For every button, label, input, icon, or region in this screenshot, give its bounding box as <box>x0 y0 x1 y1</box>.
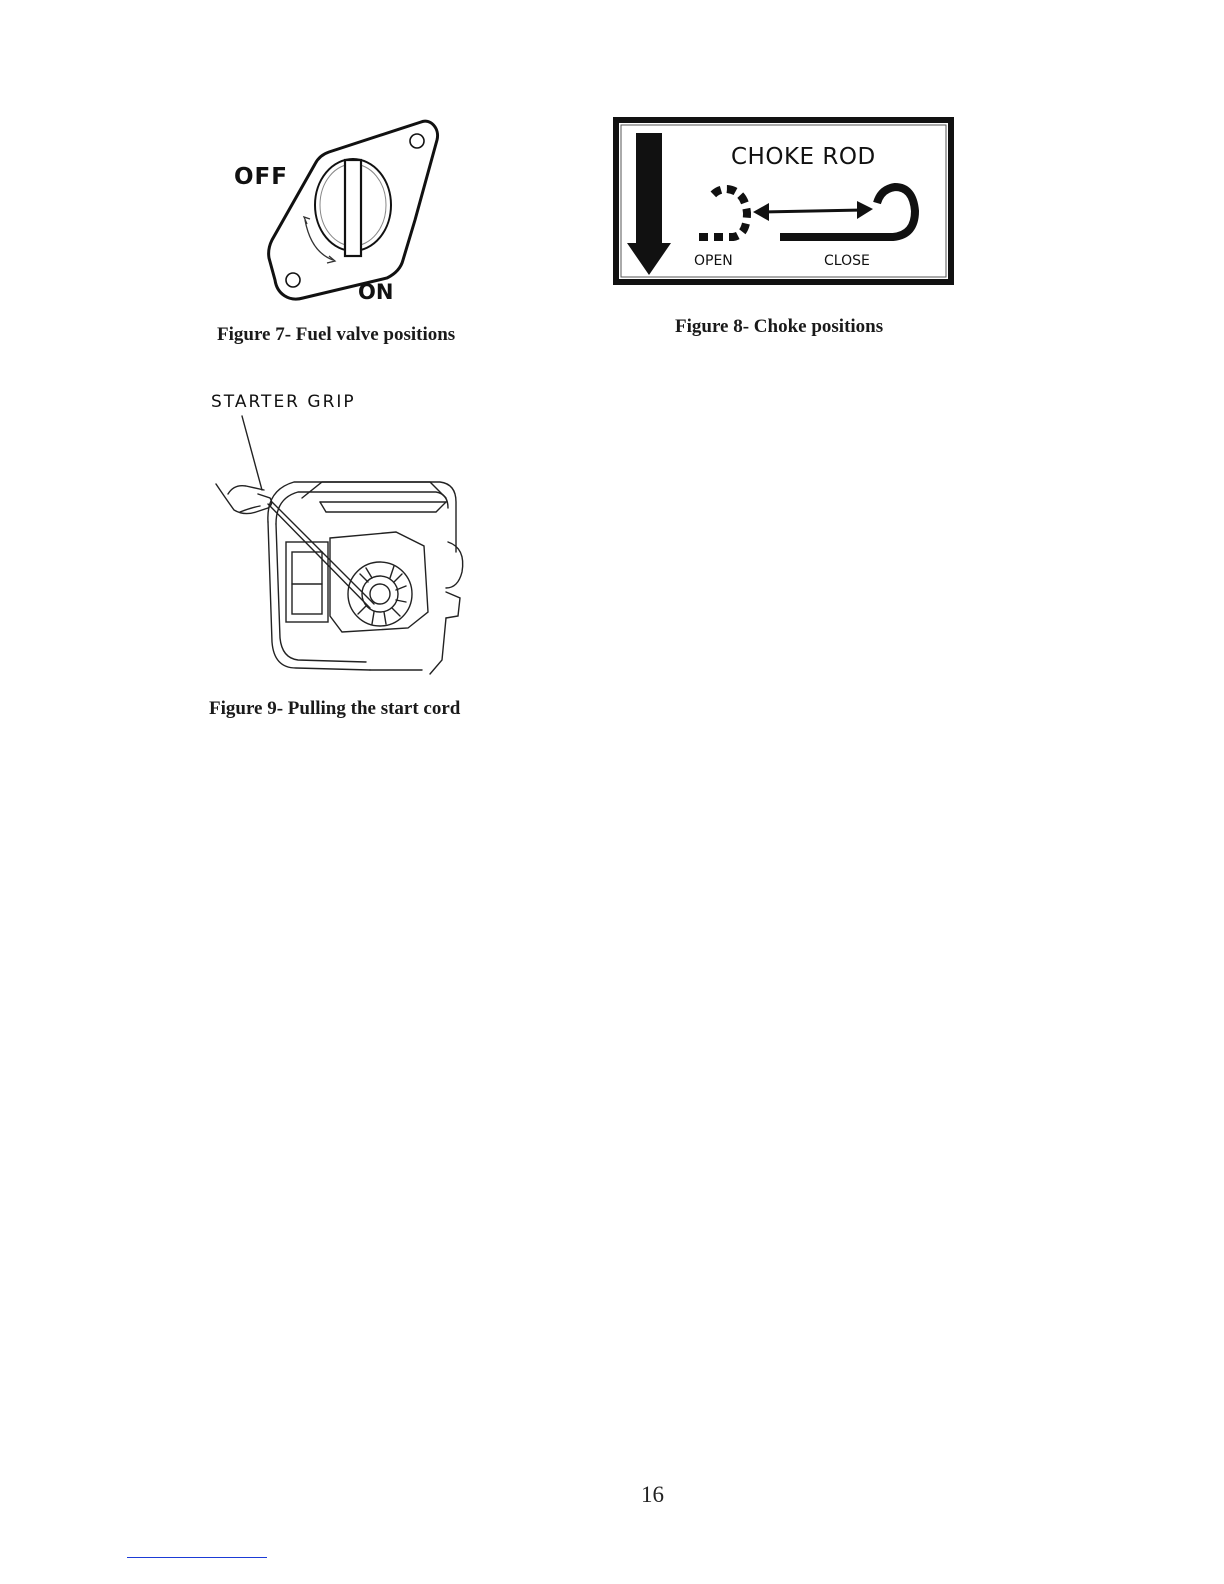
figure-9-caption: Figure 9- Pulling the start cord <box>209 698 461 719</box>
page-number: 16 <box>641 1482 664 1507</box>
open-label: OPEN <box>694 253 733 269</box>
starter-grip-callout: STARTER GRIP <box>211 392 356 412</box>
figure-8 <box>613 117 954 285</box>
fuel-valve-illustration <box>225 110 465 310</box>
generator-pull-illustration <box>210 412 470 682</box>
close-label: CLOSE <box>824 253 870 269</box>
choke-rod-title: CHOKE ROD <box>731 144 876 170</box>
figure-7 <box>225 110 465 310</box>
off-label: OFF <box>234 164 288 190</box>
figure-8-caption: Figure 8- Choke positions <box>675 316 884 337</box>
choke-label-plate <box>613 117 954 285</box>
footnote-divider <box>127 1557 267 1558</box>
on-label: ON <box>358 280 394 304</box>
figure-7-caption: Figure 7- Fuel valve positions <box>217 324 456 345</box>
figure-9 <box>210 412 470 682</box>
